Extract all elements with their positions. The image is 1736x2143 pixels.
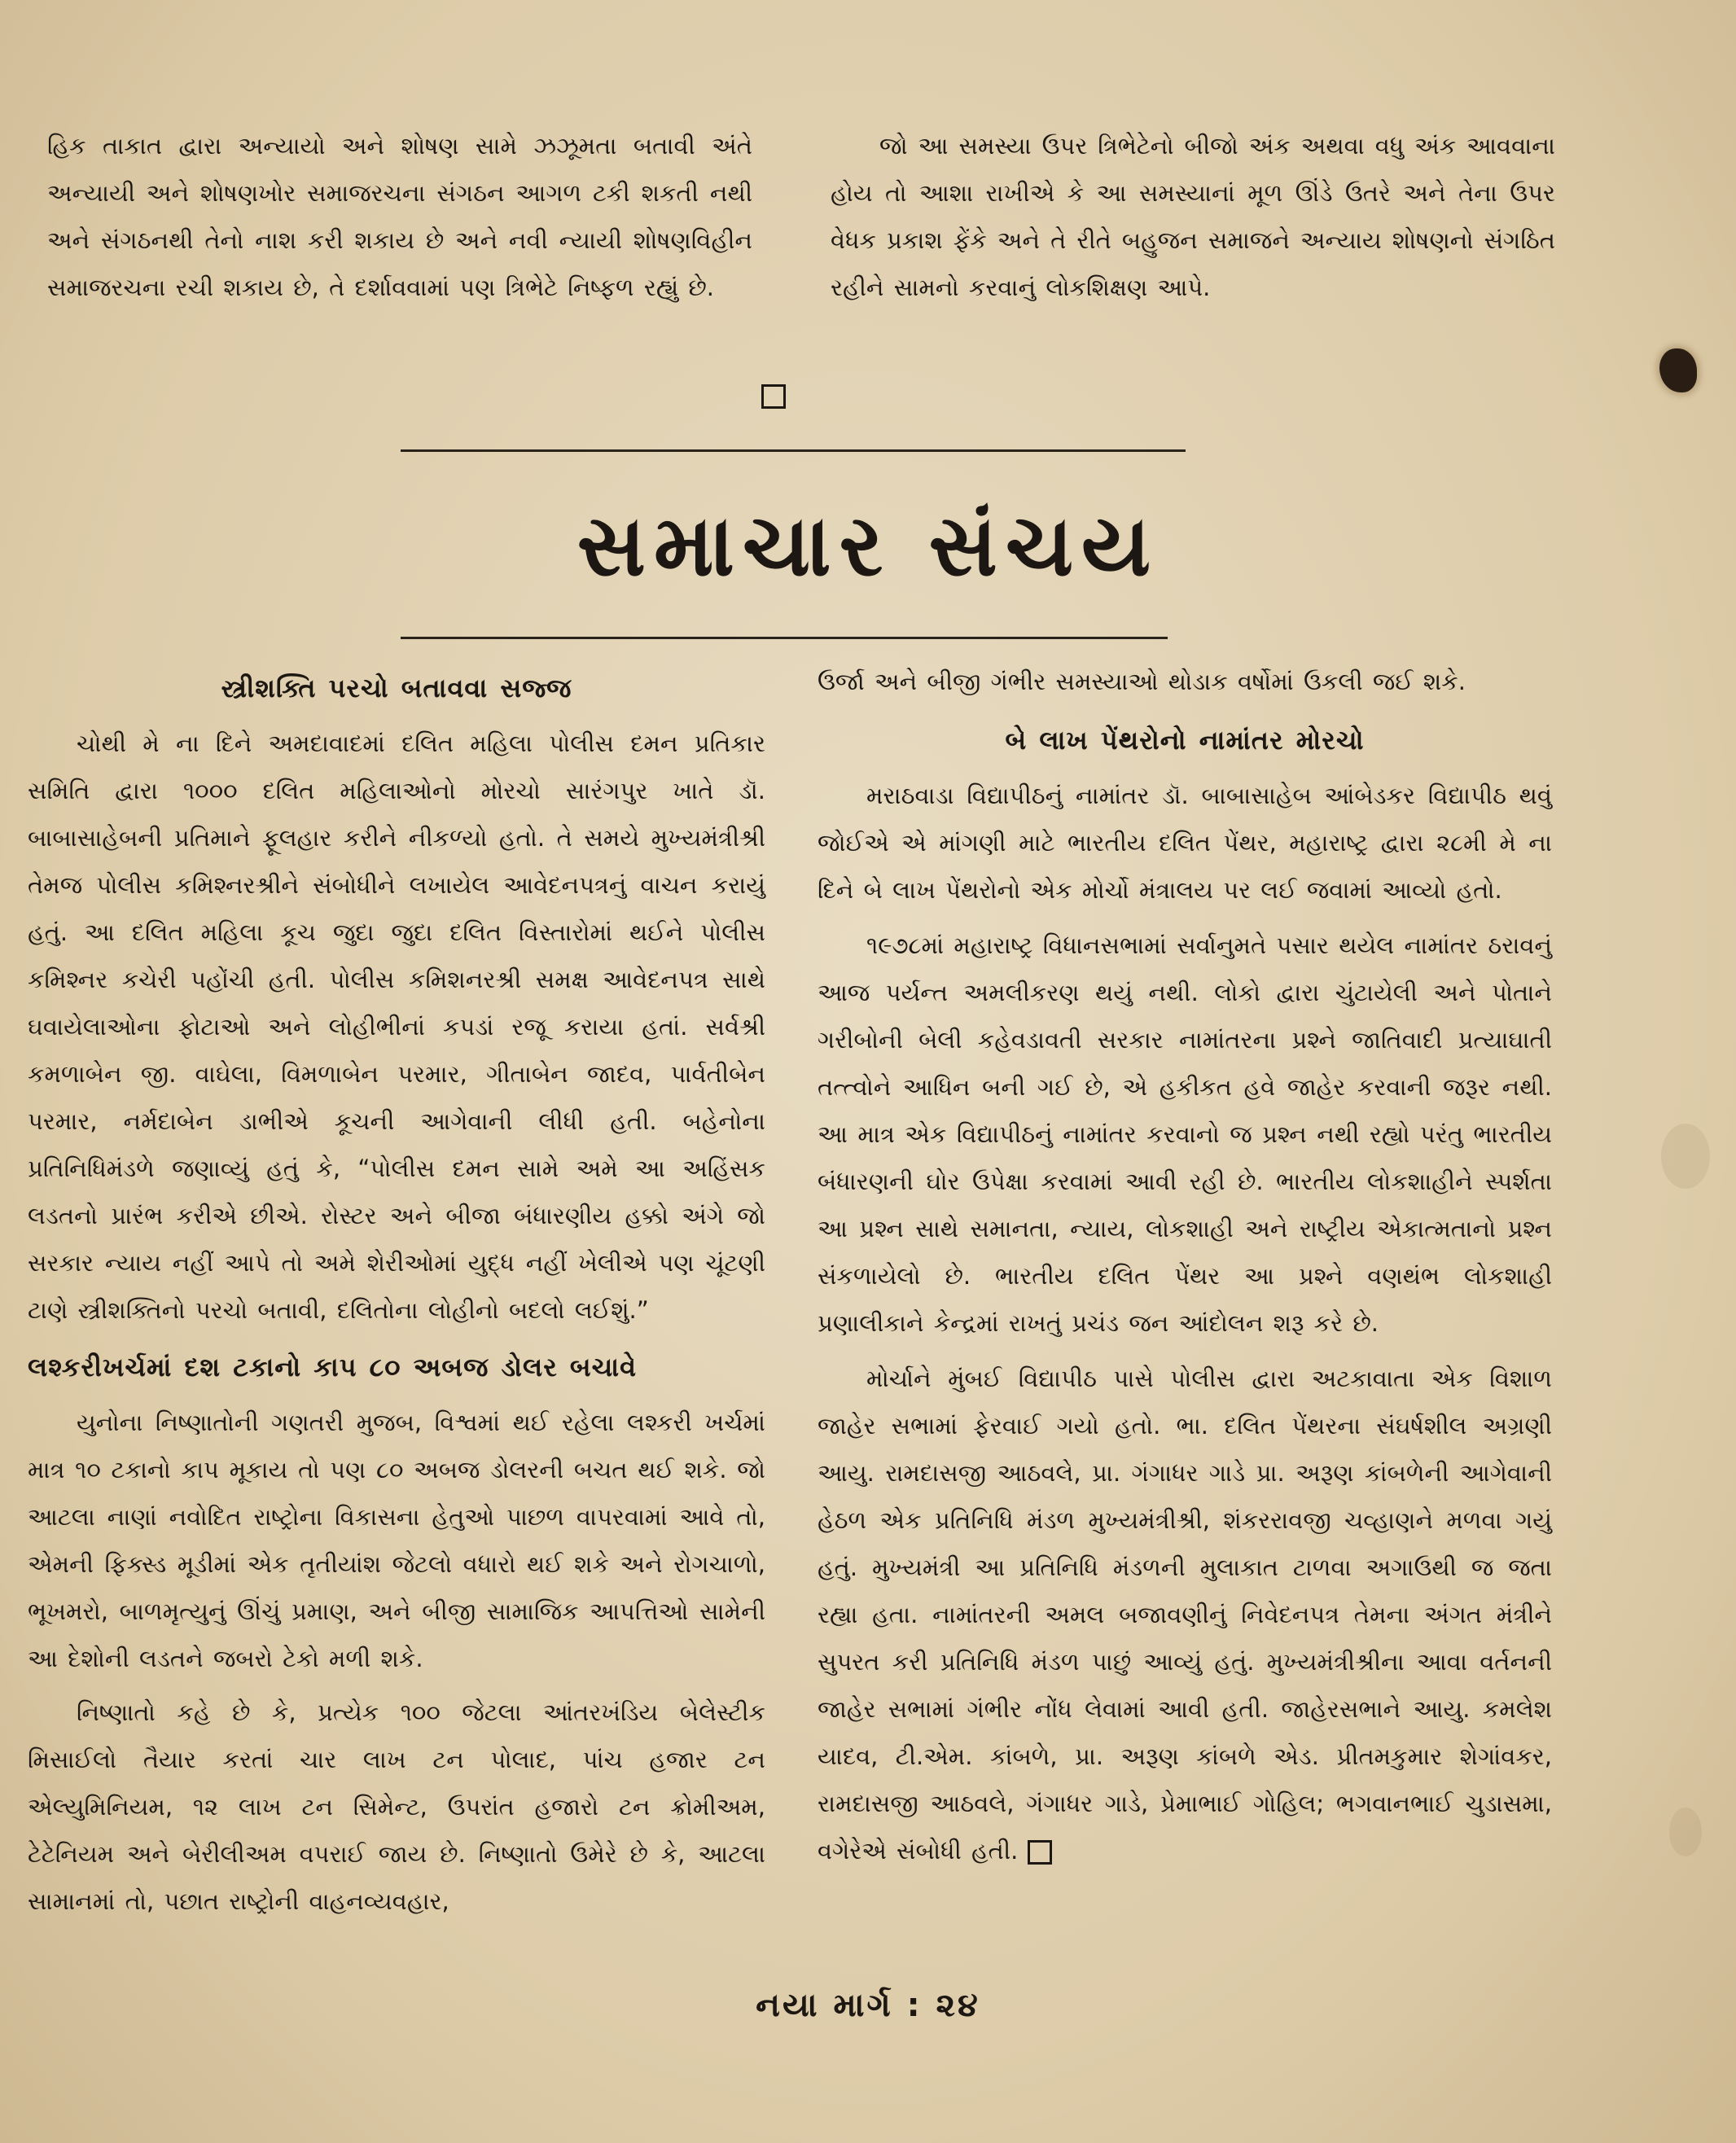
article-heading-military-spending: લશ્કરીખર્ચમાં દશ ટકાનો કાપ ૮૦ અબજ ડોલર બચાવે xyxy=(28,1352,638,1383)
page-footer: નયા માર્ગ : ૨૪ xyxy=(756,1987,980,2024)
article-continuation: ઉર્જા અને બીજી ગંભીર સમસ્યાઓ થોડાક વર્ષોમાં ઉકલી જઈ શકે. xyxy=(818,668,1466,695)
article-paragraph xyxy=(818,1355,1552,1874)
article-paragraph-text: મોર્ચાને મુંબઈ વિદ્યાપીઠ પાસે પોલીસ દ્વારા અટકાવાતા એક વિશાળ જાહેર સભામાં ફેરવાઈ ગયો હતો. ભા. દલિત પેંથરના સંઘર્ષશીલ અગ્રણી આયુ. રામદાસજી આઠવલે, પ્રા. ગંગાધર ગાડે પ્રા. અરૂણ કાંબળેની આગેવાની હેઠળ એક પ્રતિનિધિ મંડળ મુખ્યમંત્રીશ્રી, શંકરરાવજી ચવ્હાણને મળવા ગયું હતું. મુખ્યમંત્રી આ પ્રતિનિધિ મંડળની મુલાકાત ટાળવા અગાઉથી જ જતા રહ્યા હતા. નામાંતરની અમલ બજાવણીનું નિવેદનપત્ર તેમના અંગત મંત્રીને સુપરત કરી પ્રતિનિધિ મંડળ પાછું આવ્યું હતું. મુખ્યમંત્રીશ્રીના આવા વર્તનની જાહેર સભામાં ગંભીર નોંધ લેવામાં આવી હતી. જાહેરસભાને આયુ. કમલેશ યાદવ, ટી.એમ. કાંબળે, પ્રા. અરૂણ કાંબળે એડ. પ્રીતમકુમાર શેગાંવકર, રામદાસજી આઠવલે, ગંગાધર ગાડે, પ્રેમાભાઈ ગોહિલ; ભગવાનભાઈ ચુડાસમા, વગેરેએ સંબોધી હતી. xyxy=(818,1365,1552,1865)
article-paragraph: ૧૯૭૮માં મહારાષ્ટ્ર વિધાનસભામાં સર્વાનુમતે પસાર થયેલ નામાંતર ઠરાવનું આજ પર્યન્ત અમલીકરણ થયું નથી. લોકો દ્વારા ચુંટાયેલી અને પોતાને ગરીબોની બેલી કહેવડાવતી સરકાર નામાંતરના પ્રશ્ને જાતિવાદી પ્રત્યાઘાતી તત્ત્વોને આધિન બની ગઈ છે, એ હકીકત હવે જાહેર કરવાની જરૂર નથી. આ માત્ર એક વિદ્યાપીઠનું નામાંતર કરવાનો જ પ્રશ્ન નથી રહ્યો પરંતુ ભારતીય બંધારણની ઘોર ઉપેક્ષા કરવામાં આવી રહી છે. ભારતીય લોકશાહીને સ્પર્શતા આ પ્રશ્ન સાથે સમાનતા, ન્યાય, લોકશાહી અને રાષ્ટ્રીય એકાત્મતાનો પ્રશ્ન સંકળાયેલો છે. ભારતીય દલિત પેંથર આ પ્રશ્ને વણથંભ લોકશાહી પ્રણાલીકાને કેન્દ્રમાં રાખતું પ્રચંડ જન આંદોલન શરૂ કરે છે. xyxy=(818,931,1552,1337)
top-right-column xyxy=(831,122,1555,311)
paper-stain xyxy=(1661,1124,1710,1189)
article-heading-stree-shakti: સ્ત્રીશક્તિ પરચો બતાવવા સજ્જ xyxy=(221,673,572,703)
article-heading-namantar-morcha: બે લાખ પેંથરોનો નામાંતર મોરચો xyxy=(1005,725,1365,756)
article-paragraph: ચોથી મે ના દિને અમદાવાદમાં દલિત મહિલા પોલીસ દમન પ્રતિકાર સમિતિ દ્વારા ૧૦૦૦ દલિત મહિલાઓનો મોરચો સારંગપુર ખાતે ડૉ. બાબાસાહેબની પ્રતિમાને ફૂલહાર કરીને નીકળ્યો હતો. તે સમયે મુખ્યમંત્રીશ્રી તેમજ પોલીસ કમિશ્નરશ્રીને સંબોધીને લખાયેલ આવેદનપત્રનું વાચન કરાયું હતું. આ દલિત મહિલા કૂચ જુદા જુદા દલિત વિસ્તારોમાં થઈને પોલીસ કમિશ્નર કચેરી પહોંચી હતી. પોલીસ કમિશનરશ્રી સમક્ષ આવેદનપત્ર સાથે ઘવાયેલાઓના ફોટાઓ અને લોહીભીનાં કપડાં રજૂ કરાયા હતાં. સર્વશ્રી કમળાબેન જી. વાઘેલા, વિમળાબેન પરમાર, ગીતાબેન જાદવ, પાર્વતીબેન પરમાર, નર્મદાબેન ડાભીએ કૂચની આગેવાની લીધી હતી. બહેનોના પ્રતિનિધિમંડળે જણાવ્યું હતું કે, “પોલીસ દમન સામે અમે આ અહિંસક લડતનો પ્રારંભ કરીએ છીએ. રોસ્ટર અને બીજા બંધારણીય હક્કો અંગે જો સરકાર ન્યાય નહીં આપે તો અમે શેરીઓમાં યુદ્ધ નહીં ખેલીએ પણ ચૂંટણી ટાણે સ્ત્રીશક્તિનો પરચો બતાવી, દલિતોના લોહીનો બદલો લઈશું.” xyxy=(28,730,765,1324)
section-title: સમાચાર સંચય xyxy=(576,496,1160,595)
paper-stain xyxy=(1669,1808,1702,1856)
article-paragraph: મરાઠવાડા વિદ્યાપીઠનું નામાંતર ડૉ. બાબાસાહેબ આંબેડકર વિદ્યાપીઠ થવું જોઈએ એ માંગણી માટે ભારતીય દલિત પેંથર, મહારાષ્ટ્ર દ્વારા ૨૮મી મે ના દિને બે લાખ પેંથરોનો એક મોર્ચો મંત્રાલય પર લઈ જવામાં આવ્યો હતો. xyxy=(818,782,1552,904)
article-paragraph: યુનોના નિષ્ણાતોની ગણતરી મુજબ, વિશ્વમાં થઈ રહેલા લશ્કરી ખર્ચમાં માત્ર ૧૦ ટકાનો કાપ મૂકાય તો પણ ૮૦ અબજ ડોલરની બચત થઈ શકે. જો આટલા નાણાં નવોદિત રાષ્ટ્રોના વિકાસના હેતુઓ પાછળ વાપરવામાં આવે તો, એમની ફિક્સ્ડ મૂડીમાં એક તૃતીયાંશ જેટલો વધારો થઈ શકે અને રોગચાળો, ભૂખમરો, બાળમૃત્યુનું ઊંચું પ્રમાણ, અને બીજી સામાજિક આપત્તિઓ સામેની આ દેશોની લડતને જબરો ટેકો મળી શકે. xyxy=(28,1409,765,1672)
top-left-paragraph: હિક તાકાત દ્વારા અન્યાયો અને શોષણ સામે ઝઝૂમતા બતાવી અંતે અન્યાયી અને શોષણખોર સમાજરચના સંગઠન આગળ ટકી શકતી નથી અને સંગઠનથી તેનો નાશ કરી શકાય છે અને નવી ન્યાયી શોષણવિહીન સમાજરચના રચી શકાય છે, તે દર્શાવવામાં પણ ત્રિભેટે નિષ્ફળ રહ્યું છે. xyxy=(47,132,752,301)
article-paragraph: નિષ્ણાતો કહે છે કે, પ્રત્યેક ૧૦૦ જેટલા આંતરખંડિય બેલેસ્ટીક મિસાઈલો તૈયાર કરતાં ચાર લાખ ટન પોલાદ, પાંચ હજાર ટન એલ્યુમિનિયમ, ૧૨ લાખ ટન સિમેન્ટ, ઉપરાંત હજારો ટન ક્રોમીઅમ, ટેટેનિયમ અને બેરીલીઅમ વપરાઈ જાય છે. નિષ્ણાતો ઉમેરે છે કે, આટલા સામાનમાં તો, પછાત રાષ્ટ્રોની વાહનવ્યવહાર, xyxy=(28,1698,765,1915)
paper-hole xyxy=(1659,348,1697,392)
title-bottom-rule xyxy=(401,637,1168,639)
article-end-square xyxy=(1028,1840,1052,1865)
top-right-paragraph: જો આ સમસ્યા ઉપર ત્રિભેટેનો બીજો અંક અથવા વધુ અંક આવવાના હોય તો આશા રાખીએ કે આ સમસ્યાનાં મૂળ ઊંડે ઉતરે અને તેના ઉપર વેધક પ્રકાશ ફેંકે અને તે રીતે બહુજન સમાજને અન્યાય શોષણનો સંગઠિત રહીને સામનો કરવાનું લોકશિક્ષણ આપે. xyxy=(831,132,1555,301)
left-column xyxy=(28,658,765,1925)
top-left-column xyxy=(47,122,752,311)
title-top-rule xyxy=(401,449,1186,452)
section-end-square xyxy=(761,384,786,409)
right-column xyxy=(818,658,1552,1874)
